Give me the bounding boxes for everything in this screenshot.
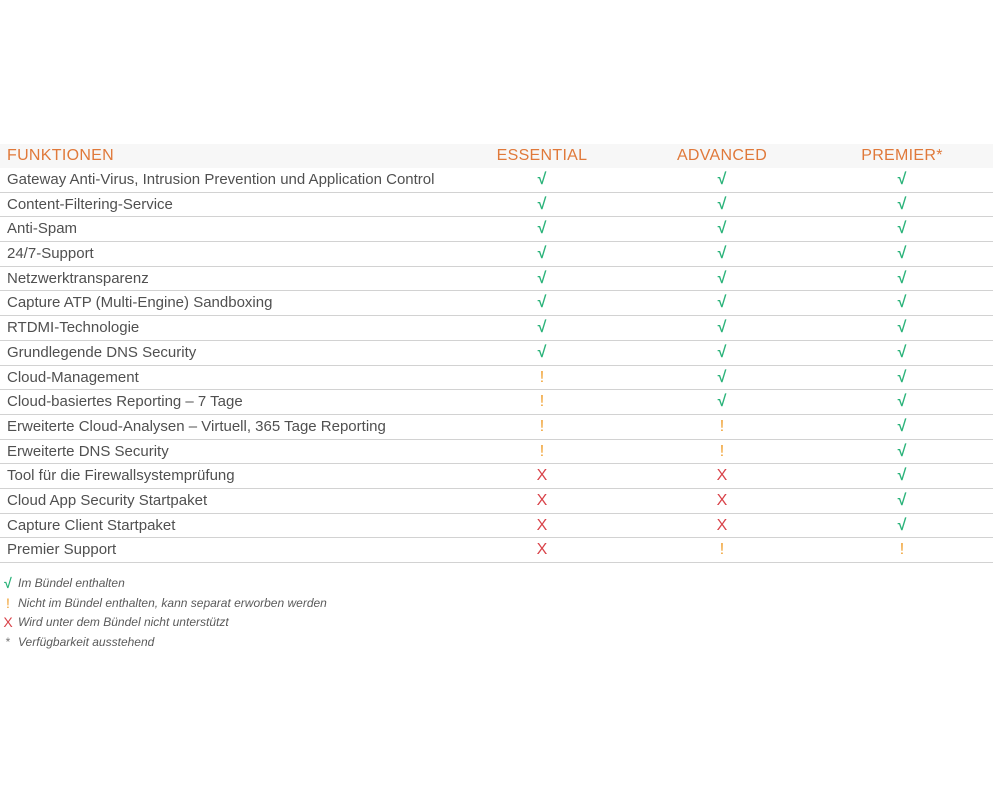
table-row [0, 538, 993, 563]
essential-check-icon: √ [537, 319, 547, 337]
table-row [0, 291, 993, 316]
feature-label: Premier Support [7, 541, 117, 559]
premier-column-header: PREMIER* [861, 147, 943, 164]
table-row [0, 514, 993, 539]
premier-check-icon: √ [897, 417, 907, 435]
table-row [0, 267, 993, 292]
feature-label: Gateway Anti-Virus, Intrusion Prevention und Application Control [7, 171, 435, 188]
advanced-column-header: ADVANCED [676, 147, 768, 164]
table-row [0, 341, 993, 366]
premier-check-icon: √ [897, 269, 907, 287]
feature-label: Cloud App Security Startpaket [7, 491, 208, 509]
advanced-check-icon: √ [717, 368, 727, 386]
advanced-exclamation-icon: ! [719, 417, 725, 435]
legend-exclamation-icon: ! [6, 594, 10, 611]
premier-check-icon: √ [897, 516, 907, 534]
essential-exclamation-icon: ! [539, 442, 545, 460]
table-row [0, 217, 993, 242]
advanced-check-icon: √ [717, 220, 727, 238]
essential-check-icon: √ [537, 343, 547, 361]
advanced-check-icon: √ [717, 319, 727, 337]
premier-check-icon: √ [897, 319, 907, 337]
essential-column-header: ESSENTIAL [496, 147, 588, 164]
table-row [0, 316, 993, 341]
legend-cross-icon: X [3, 614, 13, 630]
feature-label: Tool für die Firewallsystemprüfung [7, 467, 235, 485]
premier-check-icon: √ [897, 491, 907, 509]
essential-exclamation-icon: ! [539, 417, 545, 435]
table-header [0, 144, 993, 168]
advanced-check-icon: √ [717, 269, 727, 287]
feature-label: Netzwerktransparenz [7, 269, 149, 287]
advanced-exclamation-icon: ! [719, 442, 725, 460]
advanced-check-icon: √ [717, 393, 727, 411]
essential-cross-icon: X [536, 467, 548, 485]
legend-text: Nicht im Bündel enthalten, kann separat erworben werden [18, 595, 327, 610]
essential-check-icon: √ [537, 171, 547, 188]
premier-check-icon: √ [897, 245, 907, 263]
feature-label: Capture ATP (Multi-Engine) Sandboxing [7, 294, 273, 312]
premier-check-icon: √ [897, 220, 907, 238]
legend-text: Im Bündel enthalten [18, 576, 125, 590]
premier-check-icon: √ [897, 343, 907, 361]
table-row [0, 390, 993, 415]
essential-check-icon: √ [537, 269, 547, 287]
advanced-check-icon: √ [717, 294, 727, 312]
feature-label: RTDMI-Technologie [7, 319, 140, 337]
feature-label: Erweiterte DNS Security [7, 442, 169, 460]
essential-check-icon: √ [537, 195, 547, 213]
essential-check-icon: √ [537, 245, 547, 263]
essential-cross-icon: X [536, 491, 548, 509]
advanced-exclamation-icon: ! [719, 541, 725, 559]
essential-check-icon: √ [537, 294, 547, 312]
advanced-check-icon: √ [717, 343, 727, 361]
premier-check-icon: √ [897, 195, 907, 213]
essential-check-icon: √ [537, 220, 547, 238]
premier-check-icon: √ [897, 368, 907, 386]
table-row [0, 366, 993, 391]
advanced-cross-icon: X [716, 516, 728, 534]
table-row [0, 440, 993, 465]
feature-label: Cloud-basiertes Reporting – 7 Tage [7, 393, 243, 411]
premier-check-icon: √ [897, 442, 907, 460]
feature-label: Grundlegende DNS Security [7, 343, 197, 361]
feature-label: Cloud-Management [7, 368, 139, 386]
advanced-cross-icon: X [716, 467, 728, 485]
feature-label: Capture Client Startpaket [7, 516, 176, 534]
legend-text: Wird unter dem Bündel nicht unterstützt [18, 615, 229, 629]
table-row [0, 489, 993, 514]
legend-text: Verfügbarkeit ausstehend [18, 634, 155, 649]
premier-check-icon: √ [897, 294, 907, 312]
essential-exclamation-icon: ! [539, 368, 545, 386]
essential-cross-icon: X [536, 516, 548, 534]
feature-label: Content-Filtering-Service [7, 195, 173, 213]
table-row [0, 242, 993, 267]
feature-label: Erweiterte Cloud-Analysen – Virtuell, 365 Tage Reporting [7, 417, 386, 435]
advanced-check-icon: √ [717, 171, 727, 188]
essential-exclamation-icon: ! [539, 393, 545, 411]
advanced-check-icon: √ [717, 245, 727, 263]
advanced-cross-icon: X [716, 491, 728, 509]
table-row [0, 415, 993, 440]
table-row [0, 168, 993, 193]
premier-check-icon: √ [897, 467, 907, 485]
legend-check-icon: √ [4, 575, 12, 591]
premier-check-icon: √ [897, 393, 907, 411]
features-column-header: FUNKTIONEN [7, 147, 114, 164]
feature-table-body [0, 168, 993, 563]
legend-asterisk-icon: * [5, 634, 11, 649]
table-row [0, 464, 993, 489]
essential-cross-icon: X [536, 541, 548, 559]
advanced-check-icon: √ [717, 195, 727, 213]
premier-exclamation-icon: ! [899, 541, 905, 559]
feature-label: 24/7-Support [7, 245, 94, 263]
table-row [0, 193, 993, 218]
feature-label: Anti-Spam [7, 220, 78, 238]
premier-check-icon: √ [897, 171, 907, 188]
